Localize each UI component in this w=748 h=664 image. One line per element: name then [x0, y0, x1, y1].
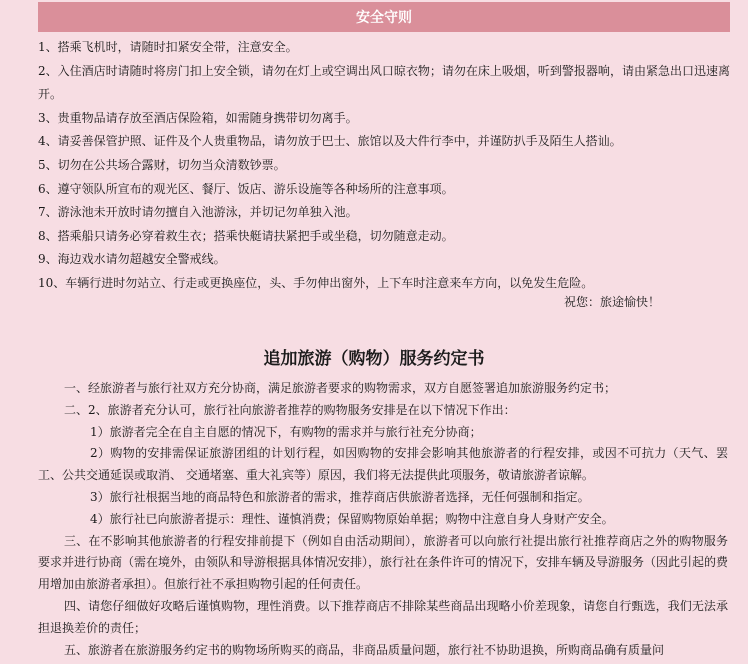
safety-rules-list — [38, 36, 730, 312]
agreement-subparagraph: 3）旅行社根据当地的商品特色和旅游者的需求，推荐商店供旅游者选择，无任何强制和指定。 — [90, 489, 590, 504]
agreement-paragraph: 三、在不影响其他旅游者的行程安排前提下（例如自由活动期间），旅游者可以向旅行社提出旅行社推荐商店之外的购物服务要求并进行协商（需在境外，由领队和导游根据具体情况安排），旅行社在条件许可的情况下，安排车辆及导游服务（因此引起的费用增加由旅游者承担）。但旅行社不承担购物引起的任何责任。 — [38, 533, 729, 592]
safety-rule-5: 5、切勿在公共场合露财，切勿当众清数钞票。 — [38, 157, 286, 172]
agreement-paragraph: 四、请您仔细做好攻略后谨慎购物，理性消费。以下推荐商店不排除某些商品出现略小价差现象，请您自行甄选，我们无法承担退换差价的责任； — [38, 598, 728, 635]
safety-rule-3: 3、贵重物品请存放至酒店保险箱，如需随身携带切勿离手。 — [38, 110, 358, 125]
agreement-subparagraph: 1）旅游者完全在自主自愿的情况下，有购物的需求并与旅行社充分协商； — [90, 424, 482, 439]
agreement-paragraph: 五、旅游者在旅游服务约定书的购物场所购买的商品，非商品质量问题，旅行社不协助退换，所购商品确有质量问 — [64, 642, 665, 657]
agreement-subparagraph: 2）购物的安排需保证旅游团组的计划行程，如因购物的安排会影响其他旅游者的行程安排，或因不可抗力（天气、罢工、公共交通延误或取消、 交通堵塞、重大礼宾等）原因，我们将无法提供此项服务，敬请旅游者谅解。 — [38, 446, 728, 483]
safety-rule-6: 6、遵守领队所宣布的观光区、餐厅、饭店、游乐设施等各种场所的注意事项。 — [38, 181, 454, 196]
shopping-agreement-body — [38, 378, 728, 661]
safety-heading-banner — [38, 2, 730, 32]
safety-rule-8: 8、搭乘船只请务必穿着救生衣；搭乘快艇请扶紧把手或坐稳，切勿随意走动。 — [38, 228, 454, 243]
safety-rule-4: 4、请妥善保管护照、证件及个人贵重物品，请勿放于巴士、旅馆以及大件行李中，并谨防扒手及陌生人搭讪。 — [38, 134, 622, 149]
safety-rule-10: 10、车辆行进时勿站立、行走或更换座位，头、手勿伸出窗外，上下车时注意来车方向，以免发生危险。 — [38, 275, 594, 290]
agreement-paragraph: 一、经旅游者与旅行社双方充分协商，满足旅游者要求的购物需求，双方自愿签署追加旅游服务约定书； — [64, 381, 617, 395]
safety-rule-1: 1、搭乘飞机时，请随时扣紧安全带，注意安全。 — [38, 40, 298, 54]
safety-rule-2: 2、入住酒店时请随时将房门扣上安全锁，请勿在灯上或空调出风口晾衣物；请勿在床上吸烟，听到警报器响，请由紧急出口迅速离开。 — [38, 63, 730, 102]
safety-rule-9: 9、海边戏水请勿超越安全警戒线。 — [38, 252, 226, 267]
agreement-subparagraph: 4）旅行社已向旅游者提示：理性、谨慎消费；保留购物原始单据；购物中注意自身人身财产安全。 — [90, 511, 614, 526]
safety-heading: 安全守则 — [356, 10, 412, 26]
shopping-agreement-title: 追加旅游（购物）服务约定书 — [263, 349, 485, 369]
safety-closing: 祝您：旅途愉快！ — [563, 294, 660, 309]
agreement-paragraph: 二、2、旅游者充分认可，旅行社向旅游者推荐的购物服务安排是在以下情况下作出： — [64, 402, 516, 417]
safety-rule-7: 7、游泳池未开放时请勿擅自入池游泳，并切记勿单独入池。 — [38, 205, 358, 220]
